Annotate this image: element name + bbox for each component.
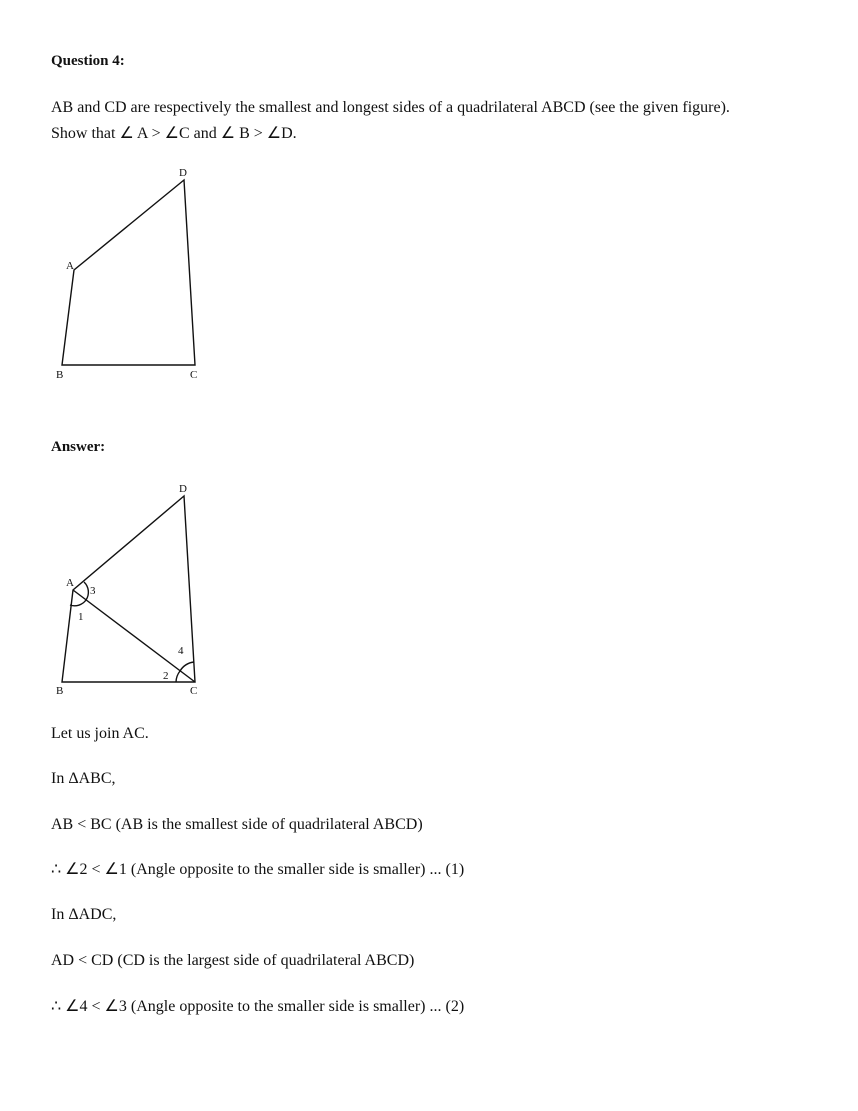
answer-line: AB < BC (AB is the smallest side of quadrilateral ABCD) [51, 816, 423, 833]
question-text-line-1: AB and CD are respectively the smallest and longest sides of a quadrilateral ABCD (see the given figure). [51, 99, 730, 116]
answer-line: In ΔABC, [51, 770, 116, 787]
answer-line: Let us join AC. [51, 725, 149, 742]
fig1-label-b: B [56, 369, 64, 381]
answer-line: AD < CD (CD is the largest side of quadrilateral ABCD) [51, 952, 415, 969]
fig2-label-b: B [56, 685, 64, 697]
fig1-label-d: D [179, 167, 187, 179]
answer-line: ∴ ∠2 < ∠1 (Angle opposite to the smaller side is smaller) ... (1) [51, 861, 465, 878]
fig1-label-a: A [66, 260, 74, 272]
answer-heading: Answer: [51, 439, 106, 455]
answer-line: In ΔADC, [51, 906, 117, 923]
fig2-angle-1: 1 [78, 611, 84, 623]
fig2-angle-4: 4 [178, 645, 184, 657]
figure-quadrilateral-with-diagonal [62, 496, 195, 682]
fig2-label-c: C [190, 685, 198, 697]
fig2-angle-2: 2 [163, 670, 169, 682]
figure-quadrilateral [62, 180, 195, 365]
question-heading: Question 4: [51, 53, 125, 69]
answer-line: ∴ ∠4 < ∠3 (Angle opposite to the smaller side is smaller) ... (2) [51, 998, 465, 1015]
fig2-label-d: D [179, 483, 187, 495]
fig2-angle-3: 3 [90, 585, 96, 597]
fig1-label-c: C [190, 369, 198, 381]
question-text-line-2: Show that ∠ A > ∠C and ∠ B > ∠D. [51, 125, 297, 142]
fig2-label-a: A [66, 577, 74, 589]
